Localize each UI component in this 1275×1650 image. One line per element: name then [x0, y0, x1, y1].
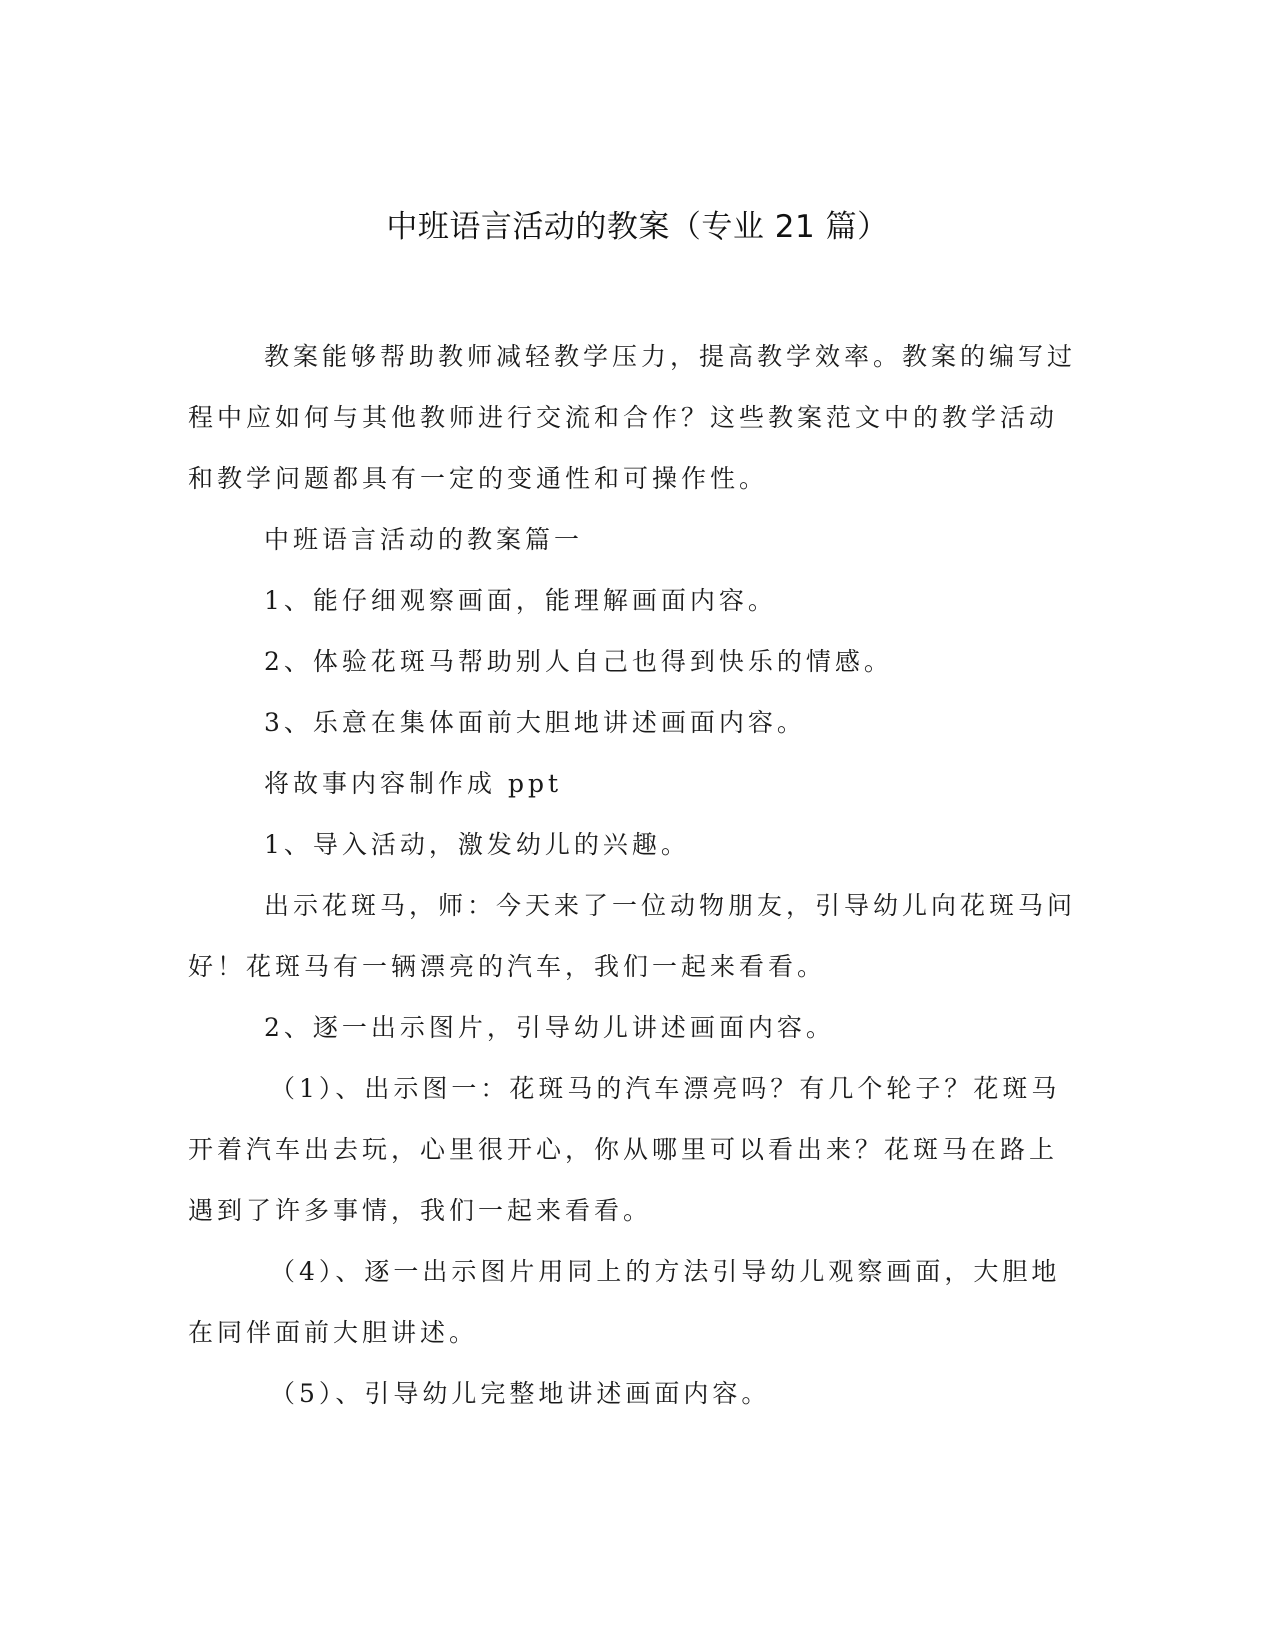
intro-paragraph: 教案能够帮助教师减轻教学压力，提高教学效率。教案的编写过程中应如何与其他教师进行交流和合作？这些教案范文中的教学活动和教学问题都具有一定的变通性和可操作性。: [188, 342, 1077, 493]
goal-item-3: 3、乐意在集体面前大胆地讲述画面内容。: [264, 708, 806, 737]
preparation-paragraph: 将故事内容制作成 ppt: [264, 769, 563, 798]
process-step-1-detail: 出示花斑马，师：今天来了一位动物朋友，引导幼儿向花斑马问好！花斑马有一辆漂亮的汽车，我们一起来看看。: [188, 891, 1077, 981]
process-substep-1: （1）、出示图一：花斑马的汽车漂亮吗？有几个轮子？花斑马开着汽车出去玩，心里很开心，你从哪里可以看出来？花斑马在路上遇到了许多事情，我们一起来看看。: [188, 1074, 1061, 1225]
process-step-2: 2、逐一出示图片，引导幼儿讲述画面内容。: [264, 1013, 835, 1042]
document-title: 中班语言活动的教案（专业 21 篇）: [386, 209, 889, 245]
section-heading: 中班语言活动的教案篇一: [264, 525, 584, 554]
process-step-1: 1、导入活动，激发幼儿的兴趣。: [264, 830, 690, 859]
goal-item-1: 1、能仔细观察画面，能理解画面内容。: [264, 586, 777, 615]
process-substep-4: （4）、逐一出示图片用同上的方法引导幼儿观察画面，大胆地在同伴面前大胆讲述。: [188, 1257, 1061, 1347]
goal-item-2: 2、体验花斑马帮助别人自己也得到快乐的情感。: [264, 647, 893, 676]
document-body: [188, 326, 1076, 1424]
process-substep-5: （5）、引导幼儿完整地讲述画面内容。: [270, 1379, 771, 1408]
